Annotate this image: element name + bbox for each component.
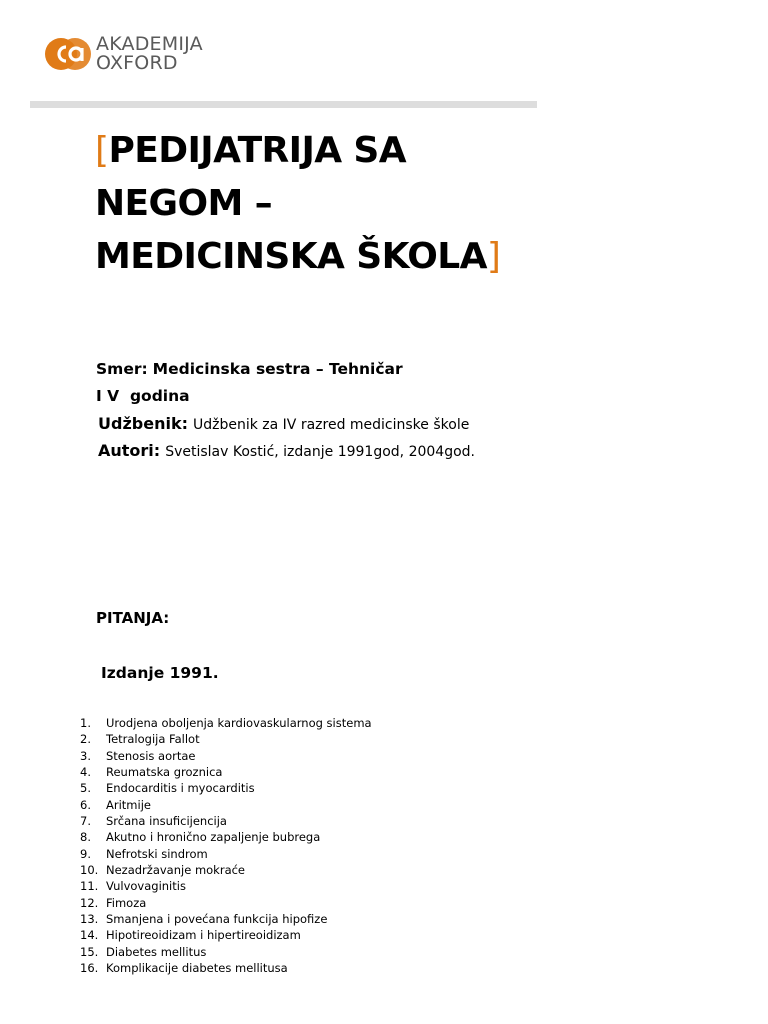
title-line-2: NEGOM – [95, 183, 273, 224]
godina-text: I V godina [96, 387, 190, 405]
question-number: 10. [80, 863, 99, 878]
question-number: 2. [80, 732, 91, 747]
list-item [80, 715, 580, 731]
title-line-3 [95, 230, 695, 283]
list-item [80, 731, 580, 747]
smer-label: Smer: [96, 360, 148, 378]
list-item [80, 780, 580, 796]
question-number: 15. [80, 944, 99, 959]
list-item [80, 911, 580, 927]
question-text: Komplikacije diabetes mellitusa [106, 961, 288, 976]
document-title [95, 124, 695, 283]
list-item [80, 878, 580, 894]
title-open-bracket: [ [95, 130, 109, 171]
question-text: Hipotireoidizam i hipertireoidizam [106, 928, 301, 943]
question-text: Srčana insuficijencija [106, 814, 227, 829]
smer-row [96, 360, 696, 387]
question-number: 11. [80, 879, 99, 894]
list-item [80, 829, 580, 845]
list-item [80, 944, 580, 960]
pitanja-heading: PITANJA: [96, 609, 170, 627]
autori-value: Svetislav Kostić, izdanje 1991god, 2004god. [165, 444, 475, 460]
question-number: 6. [80, 797, 91, 812]
title-line-1 [95, 124, 695, 177]
title-line-1-text: PEDIJATRIJA SA [108, 130, 407, 171]
course-meta [96, 360, 696, 468]
question-text: Reumatska groznica [106, 765, 223, 780]
udzbenik-value: Udžbenik za IV razred medicinske škole [192, 417, 470, 433]
list-item [80, 846, 580, 862]
question-text: Smanjena i povećana funkcija hipofize [106, 912, 328, 927]
question-list [80, 715, 580, 977]
logo-line-1: AKADEMIJA [96, 33, 203, 55]
question-number: 1. [80, 716, 91, 730]
question-number: 16. [80, 961, 99, 976]
question-text: Diabetes mellitus [106, 944, 207, 959]
list-item [80, 797, 580, 813]
question-number: 8. [80, 830, 91, 845]
question-number: 7. [80, 814, 91, 829]
udzbenik-row [96, 414, 696, 441]
godina-row [96, 387, 696, 414]
list-item [80, 764, 580, 780]
smer-value: Medicinska sestra – Tehničar [152, 360, 403, 378]
question-number: 9. [80, 846, 91, 861]
question-number: 4. [80, 765, 91, 780]
udzbenik-label: Udžbenik: [98, 414, 188, 433]
logo-line-2: OXFORD [96, 52, 178, 74]
header-divider [30, 101, 537, 108]
autori-label: Autori: [98, 441, 161, 460]
question-number: 5. [80, 781, 91, 796]
logo-text [96, 35, 203, 73]
logo-mark-icon [44, 30, 92, 78]
question-number: 12. [80, 895, 99, 910]
list-item [80, 927, 580, 943]
question-text: Tetralogija Fallot [106, 732, 200, 747]
question-text: Endocarditis i myocarditis [106, 781, 255, 796]
list-item [80, 862, 580, 878]
question-text: Akutno i hronično zapaljenje bubrega [106, 830, 321, 845]
question-text: Nefrotski sindrom [106, 846, 208, 861]
question-text: Fimoza [106, 895, 147, 910]
question-text: Urodjena oboljenja kardiovaskularnog sistema [106, 716, 372, 730]
autori-row [96, 441, 696, 468]
list-item [80, 960, 580, 976]
question-number: 14. [80, 928, 99, 943]
title-close-bracket: ] [486, 236, 501, 277]
title-line-3-text: MEDICINSKA ŠKOLA [95, 236, 487, 277]
akademija-oxford-logo [44, 30, 203, 78]
izdanje-heading: Izdanje 1991. [101, 664, 219, 682]
question-number: 13. [80, 912, 99, 927]
question-text: Aritmije [106, 797, 151, 812]
question-text: Nezadržavanje mokraće [106, 863, 246, 878]
question-text: Stenosis aortae [106, 748, 196, 763]
list-item [80, 895, 580, 911]
list-item [80, 813, 580, 829]
question-text: Vulvovaginitis [106, 879, 186, 894]
list-item [80, 748, 580, 764]
question-number: 3. [80, 748, 91, 763]
